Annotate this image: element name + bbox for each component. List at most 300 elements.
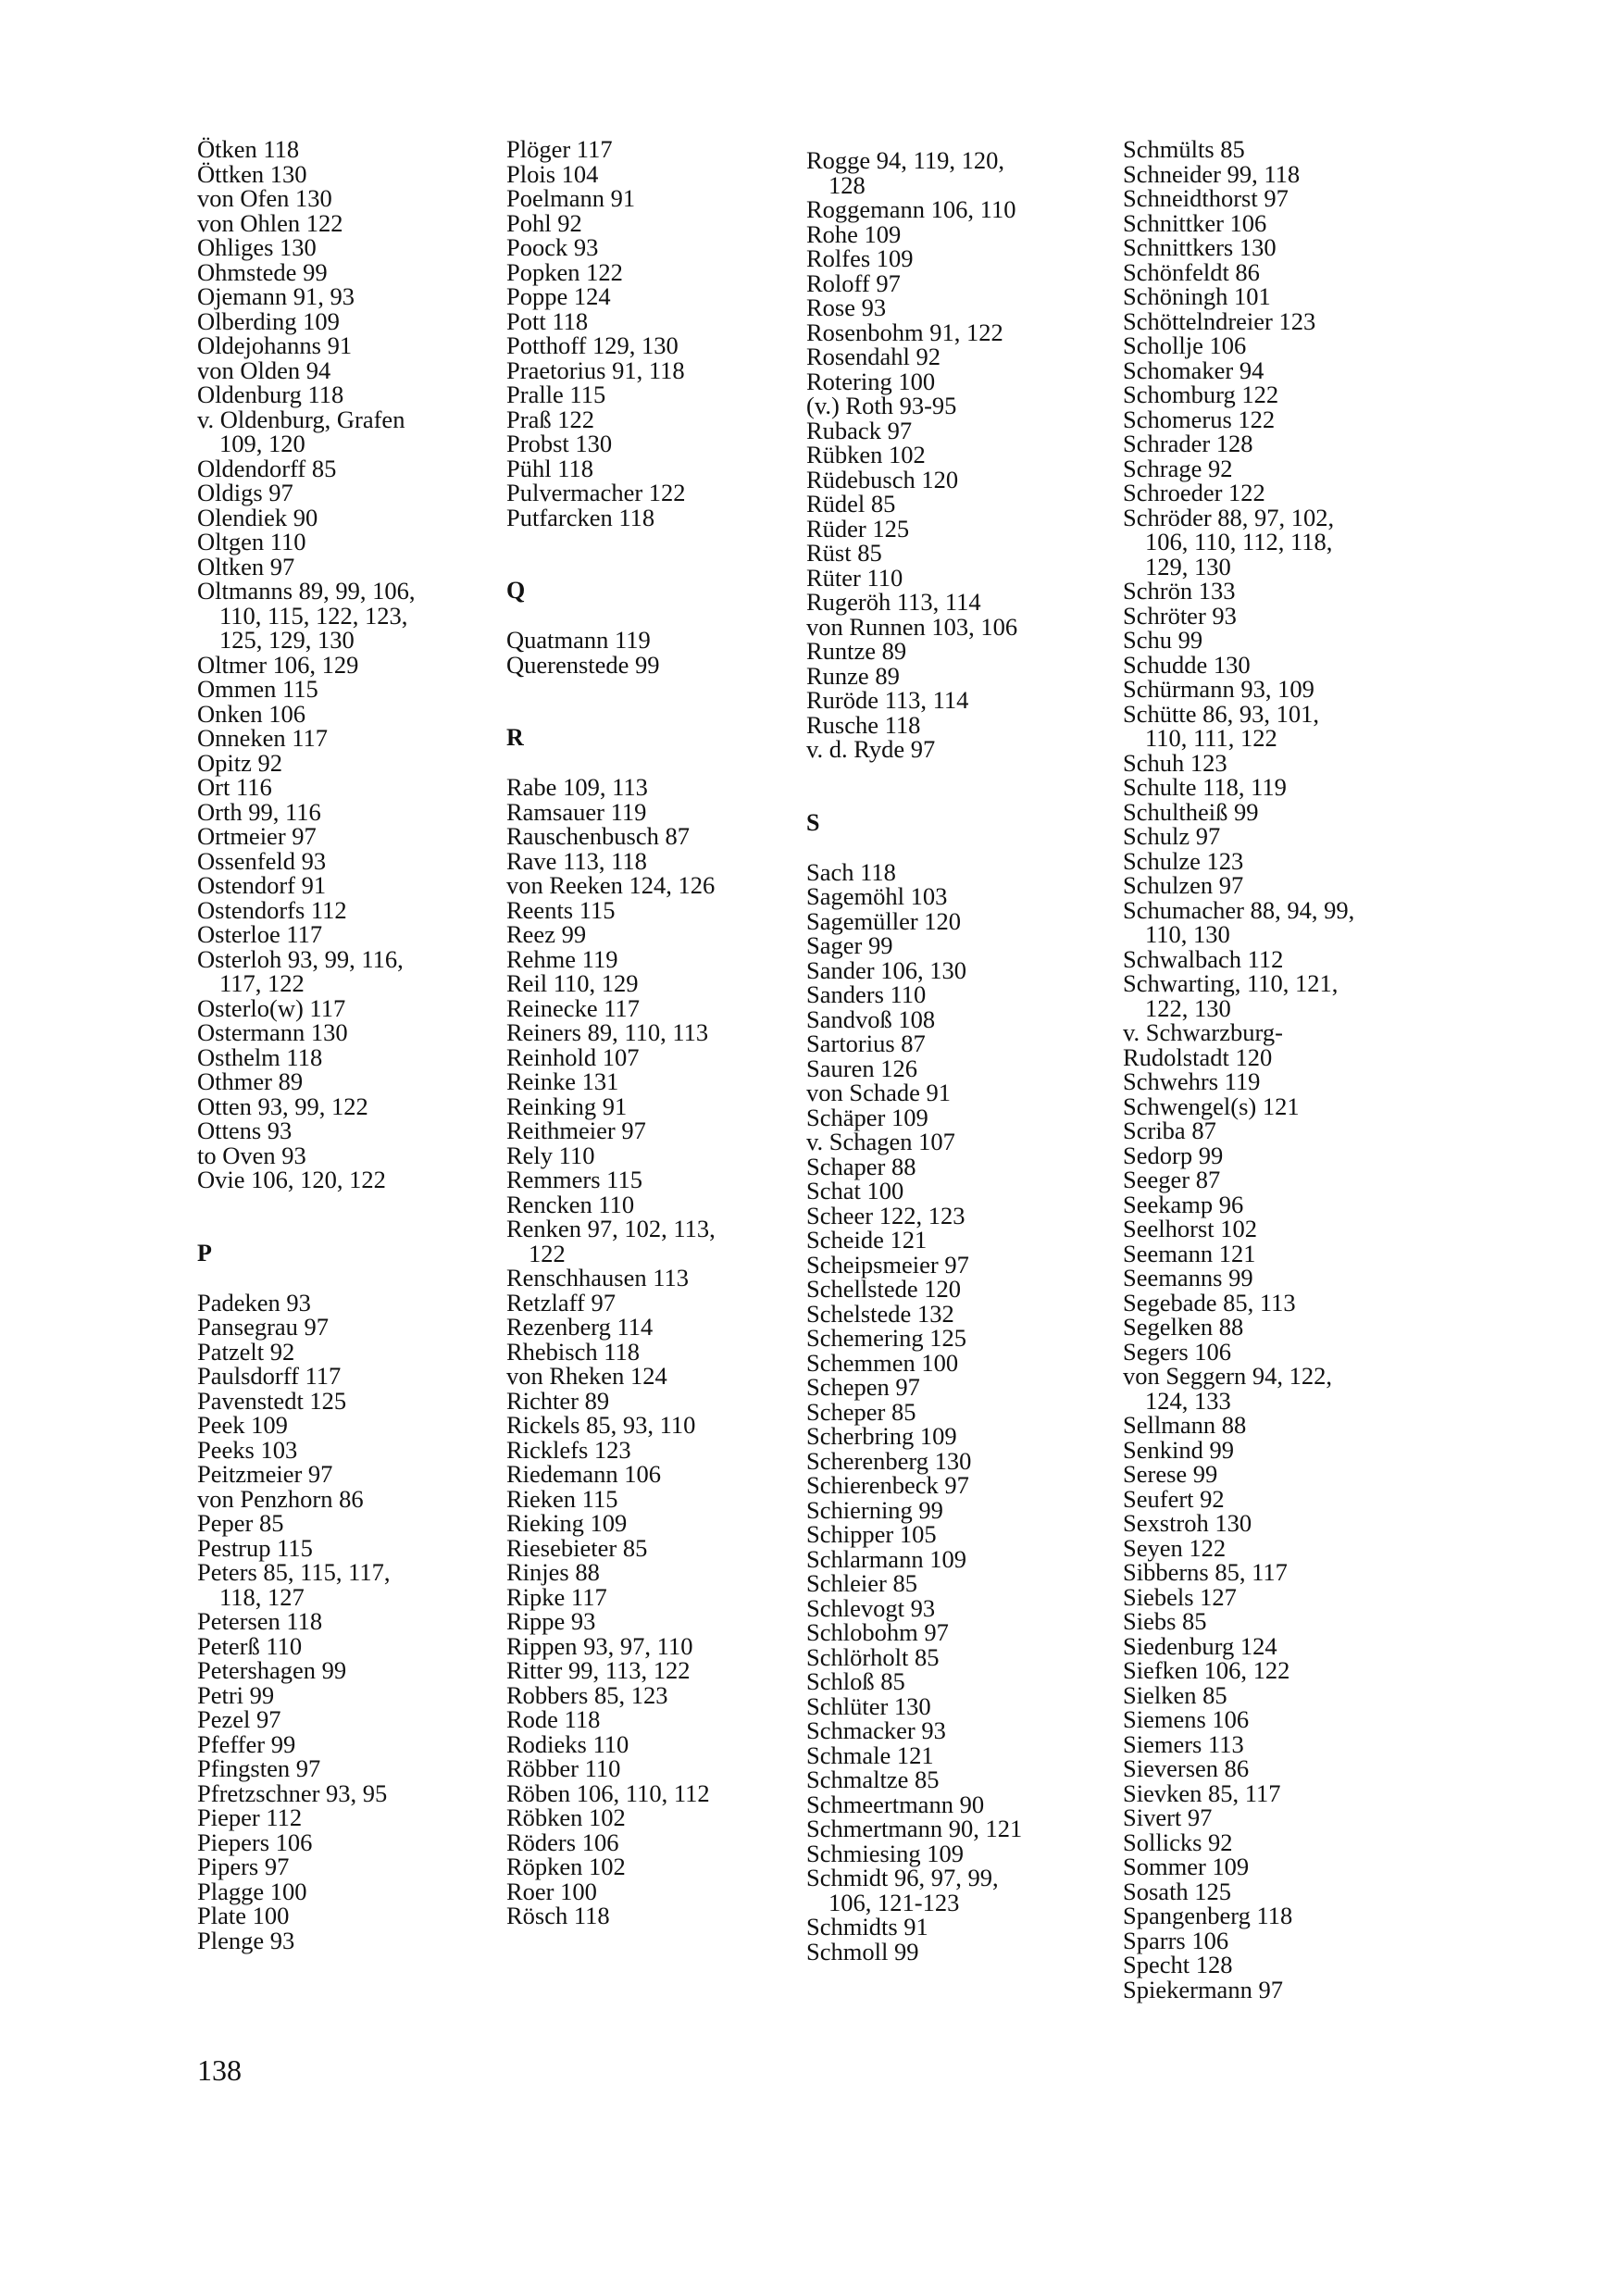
index-entry: Reinke 131 (506, 1067, 619, 1095)
index-entry: Pipers 97 (197, 1853, 290, 1880)
index-entry: Pieper 112 (197, 1803, 303, 1831)
index-column-1 (197, 137, 484, 1953)
index-entry: Sellmann 88 (1123, 1411, 1247, 1439)
index-entry: Schelstede 132 (806, 1299, 954, 1328)
index-entry: Renken 97, 102, 113, (506, 1215, 716, 1242)
index-entry: Rüst 85 (806, 539, 882, 567)
index-entry: Schipper 105 (806, 1520, 937, 1548)
index-entry: Schneidthorst 97 (1123, 184, 1289, 212)
index-entry: Ricklefs 123 (506, 1435, 631, 1464)
index-entry: Richter 89 (506, 1386, 610, 1415)
index-entry: Scherenberg 130 (806, 1446, 972, 1475)
index-entry: Schomerus 122 (1123, 405, 1276, 433)
index-entry: Ossenfeld 93 (197, 846, 327, 875)
index-entry: Sieversen 86 (1123, 1754, 1250, 1782)
index-entry: Pühl 118 (506, 454, 593, 482)
index-entry: Ortmeier 97 (197, 822, 317, 850)
index-entry: Schmertmann 90, 121 (806, 1815, 1023, 1842)
index-entry: Schomaker 94 (1123, 356, 1264, 384)
index-entry: Ort 116 (197, 773, 272, 801)
index-entry: Opitz 92 (197, 748, 282, 777)
index-entry: Retzlaff 97 (506, 1288, 616, 1316)
index-entry: Roggemann 106, 110 (806, 195, 1016, 223)
index-entry: Riesebieter 85 (506, 1533, 648, 1562)
index-entry: Scheper 85 (806, 1397, 916, 1426)
index-entry: Roloff 97 (806, 268, 901, 297)
index-entry: v. d. Ryde 97 (806, 735, 936, 763)
index-entry: Runze 89 (806, 661, 900, 690)
index-entry: von Runnen 103, 106 (806, 612, 1018, 641)
index-entry-continuation: 110, 115, 122, 123, (219, 601, 408, 630)
index-entry: Reinhold 107 (506, 1042, 640, 1071)
index-entry: Seemanns 99 (1123, 1264, 1253, 1292)
index-entry: Schmaltze 85 (806, 1766, 940, 1793)
index-entry: Pfretzschner 93, 95 (197, 1778, 388, 1807)
index-entry: Rüter 110 (806, 563, 903, 592)
index-entry: Ruback 97 (806, 416, 913, 444)
index-entry: Poelmann 91 (506, 184, 636, 212)
index-entry: Reiners 89, 110, 113 (506, 1018, 709, 1046)
index-entry: Oltgen 110 (197, 528, 306, 555)
spacer (197, 1217, 484, 1242)
index-entry: Praß 122 (506, 405, 594, 433)
index-entry: Reithmeier 97 (506, 1117, 646, 1144)
index-entry: Schleier 85 (806, 1569, 917, 1597)
index-entry: Rippen 93, 97, 110 (506, 1631, 693, 1660)
index-entry-continuation: 117, 122 (219, 969, 305, 997)
index-entry: Rieken 115 (506, 1484, 618, 1513)
index-entry: Scriba 87 (1123, 1117, 1216, 1144)
spacer (197, 1266, 484, 1291)
index-entry: Ramsauer 119 (506, 797, 647, 826)
index-entry: Praetorius 91, 118 (506, 356, 685, 384)
index-entry: Serese 99 (1123, 1460, 1218, 1488)
index-entry: Sosath 125 (1123, 1877, 1232, 1905)
index-entry: Schierning 99 (806, 1495, 943, 1524)
index-entry: Querenstede 99 (506, 650, 660, 679)
spacer (806, 835, 1112, 860)
index-entry: Ötken 118 (197, 135, 300, 163)
index-entry: Sollicks 92 (1123, 1828, 1233, 1856)
index-entry: Poppe 124 (506, 282, 611, 310)
index-entry: Reinking 91 (506, 1092, 628, 1120)
index-entry: Osterloe 117 (197, 920, 323, 948)
index-entry: Rieking 109 (506, 1509, 628, 1537)
index-entry: Pralle 115 (506, 381, 606, 408)
index-entry: Sielken 85 (1123, 1680, 1227, 1709)
index-entry: Röben 106, 110, 112 (506, 1778, 710, 1807)
index-entry: Schwalbach 112 (1123, 944, 1284, 973)
index-entry: Popken 122 (506, 257, 623, 286)
index-entry-continuation: 125, 129, 130 (219, 626, 355, 654)
index-entry: Rusche 118 (806, 710, 921, 739)
index-entry: Schlüter 130 (806, 1691, 931, 1720)
index-entry-continuation: 110, 130 (1145, 920, 1230, 948)
index-entry: Quatmann 119 (506, 626, 651, 654)
index-entry: Seelhorst 102 (1123, 1215, 1257, 1242)
index-entry: Rippe 93 (506, 1607, 596, 1635)
index-entry-continuation: 109, 120 (219, 430, 305, 457)
index-entry: Oldendorff 85 (197, 454, 337, 482)
index-entry-continuation: 122 (529, 1239, 566, 1267)
index-entry: Siemers 113 (1123, 1729, 1244, 1758)
index-entry: Rogge 94, 119, 120, (806, 146, 1004, 174)
index-entry: Schürmann 93, 109 (1123, 675, 1314, 703)
index-entry: Oldejohanns 91 (197, 331, 353, 359)
index-entry: Schlevogt 93 (806, 1593, 936, 1622)
index-entry: Scheide 121 (806, 1226, 928, 1254)
index-entry: Potthoff 129, 130 (506, 331, 679, 359)
index-entry: Rüder 125 (806, 514, 910, 543)
index-entry: Röders 106 (506, 1828, 619, 1856)
index-entry: Sauren 126 (806, 1054, 917, 1082)
index-entry: Osthelm 118 (197, 1042, 323, 1071)
index-entry: Pfeffer 99 (197, 1729, 296, 1758)
index-entry: Rose 93 (806, 293, 887, 321)
index-entry: Pohl 92 (506, 208, 582, 237)
index-entry: v. Schagen 107 (806, 1128, 955, 1155)
index-entry: Peper 85 (197, 1509, 284, 1537)
index-entry: Röbber 110 (506, 1754, 621, 1782)
page-number: 138 (197, 2053, 242, 2087)
index-entry: Pestrup 115 (197, 1533, 313, 1562)
index-entry: Rosenbohm 91, 122 (806, 318, 1003, 346)
index-entry: von Rheken 124 (506, 1362, 667, 1390)
index-entry: Reents 115 (506, 895, 616, 924)
index-entry: Sievken 85, 117 (1123, 1778, 1281, 1807)
index-entry: Spangenberg 118 (1123, 1902, 1293, 1929)
index-entry-continuation: 129, 130 (1145, 552, 1231, 580)
index-entry: Schneider 99, 118 (1123, 159, 1301, 188)
index-entry: Sandvoß 108 (806, 1004, 936, 1033)
index-entry: Oltmanns 89, 99, 106, (197, 577, 416, 605)
index-entry: Ostendorfs 112 (197, 895, 347, 924)
index-entry: Patzelt 92 (197, 1337, 295, 1366)
index-entry: Schnittker 106 (1123, 208, 1267, 237)
index-entry: Sexstroh 130 (1123, 1509, 1252, 1537)
index-entry: Segers 106 (1123, 1337, 1232, 1366)
index-entry: Pott 118 (506, 306, 589, 335)
index-entry: Schepen 97 (806, 1373, 920, 1401)
index-entry: Sach 118 (806, 857, 896, 886)
index-entry: Rüdebusch 120 (806, 465, 959, 493)
index-entry: Ritter 99, 113, 122 (506, 1656, 691, 1684)
index-entry: Sedorp 99 (1123, 1141, 1224, 1169)
index-entry: Sivert 97 (1123, 1803, 1213, 1831)
index-entry: Schöningh 101 (1123, 282, 1271, 310)
index-entry: Öttken 130 (197, 159, 307, 188)
index-column-4 (1123, 137, 1428, 2002)
index-entry: Seeger 87 (1123, 1166, 1221, 1193)
index-entry: Schierenbeck 97 (806, 1471, 969, 1499)
section-letter: P (197, 1239, 212, 1267)
index-entry: Rencken 110 (506, 1190, 635, 1218)
index-entry: Sagemüller 120 (806, 906, 962, 935)
index-entry: Rabe 109, 113 (506, 773, 648, 801)
index-entry: Schnittkers 130 (1123, 233, 1277, 261)
index-entry: Rezenberg 114 (506, 1313, 654, 1341)
index-entry: Renschhausen 113 (506, 1264, 689, 1292)
index-entry: Peek 109 (197, 1411, 288, 1439)
index-entry: von Reeken 124, 126 (506, 871, 716, 899)
index-entry: Poock 93 (506, 233, 599, 261)
index-entry: von Ohlen 122 (197, 208, 343, 237)
index-entry: Schütte 86, 93, 101, (1123, 699, 1319, 728)
index-entry: Sager 99 (806, 931, 893, 959)
index-entry: Sparrs 106 (1123, 1926, 1229, 1954)
index-entry: Osterlo(w) 117 (197, 993, 346, 1022)
index-entry: Röbken 102 (506, 1803, 626, 1831)
index-entry: Schwehrs 119 (1123, 1067, 1261, 1095)
index-entry: Ohmstede 99 (197, 257, 328, 286)
index-entry: Plagge 100 (197, 1877, 307, 1905)
index-entry: Reil 110, 129 (506, 969, 639, 997)
index-entry: Schwarting, 110, 121, (1123, 969, 1339, 997)
index-column-3 (806, 148, 1112, 1964)
index-entry: Seufert 92 (1123, 1484, 1225, 1513)
index-entry: Othmer 89 (197, 1067, 304, 1095)
index-entry: Sibberns 85, 117 (1123, 1558, 1288, 1586)
index-entry: v. Oldenburg, Grafen (197, 405, 405, 433)
index-entry: Rosendahl 92 (806, 343, 941, 370)
index-entry: Schu 99 (1123, 626, 1203, 654)
index-entry: Rugeröh 113, 114 (806, 588, 981, 616)
index-entry: Scherbring 109 (806, 1422, 957, 1450)
index-entry: Segebade 85, 113 (1123, 1288, 1296, 1316)
index-entry: Schemmen 100 (806, 1348, 959, 1377)
index-entry: Schmülts 85 (1123, 135, 1245, 163)
spacer (506, 604, 812, 629)
index-entry: Pavenstedt 125 (197, 1386, 347, 1415)
index-entry: Sommer 109 (1123, 1853, 1250, 1880)
index-entry: Petersen 118 (197, 1607, 323, 1635)
index-entry: Rely 110 (506, 1141, 595, 1169)
index-entry: Rauschenbusch 87 (506, 822, 690, 850)
index-entry: von Ofen 130 (197, 184, 332, 212)
index-entry: Schloß 85 (806, 1667, 905, 1695)
index-entry: Sander 106, 130 (806, 955, 966, 984)
index-entry: Schäper 109 (806, 1103, 928, 1131)
index-entry: Schellstede 120 (806, 1275, 962, 1303)
index-entry: Pezel 97 (197, 1705, 281, 1733)
index-entry: Rübken 102 (806, 441, 926, 468)
index-entry: Rave 113, 118 (506, 846, 647, 875)
index-entry: Schmidts 91 (806, 1913, 928, 1940)
index-entry: Schaper 88 (806, 1152, 916, 1180)
index-entry: Oldenburg 118 (197, 381, 344, 408)
spacer (506, 530, 812, 555)
index-entry: Rotering 100 (806, 367, 936, 395)
index-entry: Reinecke 117 (506, 993, 640, 1022)
index-entry: Ostendorf 91 (197, 871, 327, 899)
index-entry: Putfarcken 118 (506, 503, 655, 531)
index-entry: Sanders 110 (806, 980, 927, 1008)
index-entry: Sagemöhl 103 (806, 882, 948, 910)
index-entry: Ohliges 130 (197, 233, 317, 261)
index-entry: Padeken 93 (197, 1288, 311, 1316)
index-entry: Ovie 106, 120, 122 (197, 1166, 386, 1193)
index-entry: Seemann 121 (1123, 1239, 1256, 1267)
index-entry: Seekamp 96 (1123, 1190, 1244, 1218)
section-letter: S (806, 808, 820, 836)
index-entry: Schmeertmann 90 (806, 1790, 985, 1818)
index-entry: Ommen 115 (197, 675, 318, 703)
index-entry: Ostermann 130 (197, 1018, 348, 1046)
index-entry: Schmidt 96, 97, 99, (806, 1864, 999, 1891)
index-entry: Peitzmeier 97 (197, 1460, 333, 1488)
index-entry: Olendiek 90 (197, 503, 318, 531)
index-entry: Siefken 106, 122 (1123, 1656, 1290, 1684)
index-entry: Schlörholt 85 (806, 1642, 940, 1671)
section-letter: R (506, 724, 524, 751)
index-entry: Pfingsten 97 (197, 1754, 321, 1782)
index-entry: von Seggern 94, 122, (1123, 1362, 1332, 1390)
index-entry: Scheipsmeier 97 (806, 1250, 969, 1279)
index-entry: Sartorius 87 (806, 1029, 926, 1057)
index-entry: Schröder 88, 97, 102, (1123, 503, 1335, 531)
index-entry: Rehme 119 (506, 944, 618, 973)
spacer (506, 555, 812, 580)
index-entry: v. Schwarzburg- (1123, 1018, 1283, 1046)
index-entry: Siebs 85 (1123, 1607, 1207, 1635)
index-entry: Schöttelndreier 123 (1123, 306, 1316, 335)
index-entry: Röpken 102 (506, 1853, 626, 1880)
index-entry: Reez 99 (506, 920, 587, 948)
index-entry: Rickels 85, 93, 110 (506, 1411, 696, 1439)
index-entry: Pulvermacher 122 (506, 479, 686, 506)
index-entry: Rinjes 88 (506, 1558, 600, 1586)
index-entry: von Olden 94 (197, 356, 331, 384)
index-entry-continuation: 106, 121-123 (828, 1888, 960, 1916)
index-entry: Schröter 93 (1123, 601, 1237, 630)
index-entry: Schomburg 122 (1123, 381, 1279, 408)
index-entry: Schlarmann 109 (806, 1544, 966, 1573)
index-entry: Rösch 118 (506, 1902, 610, 1929)
index-entry: Seyen 122 (1123, 1533, 1227, 1562)
index-entry: Schlobohm 97 (806, 1618, 949, 1646)
index-entry: Senkind 99 (1123, 1435, 1234, 1464)
index-entry: Schmiesing 109 (806, 1839, 965, 1867)
index-entry: Runtze 89 (806, 637, 907, 665)
index-entry: Specht 128 (1123, 1951, 1233, 1978)
index-entry: Onken 106 (197, 699, 306, 728)
index-entry: Schulze 123 (1123, 846, 1244, 875)
index-entry: Siedenburg 124 (1123, 1631, 1277, 1660)
spacer (806, 762, 1112, 787)
index-entry: Segelken 88 (1123, 1313, 1244, 1341)
spacer (806, 786, 1112, 811)
index-entry: Schmale 121 (806, 1741, 934, 1769)
index-entry: Rohe 109 (806, 219, 902, 248)
index-entry: Petri 99 (197, 1680, 275, 1709)
index-entry: Robbers 85, 123 (506, 1680, 668, 1709)
index-entry: Rodieks 110 (506, 1729, 629, 1758)
index-entry: Schroeder 122 (1123, 479, 1265, 506)
index-entry: Otten 93, 99, 122 (197, 1092, 368, 1120)
index-entry: Scheer 122, 123 (806, 1201, 965, 1229)
index-entry: von Penzhorn 86 (197, 1484, 364, 1513)
index-entry: Probst 130 (506, 430, 613, 457)
index-entry: Rudolstadt 120 (1123, 1042, 1273, 1071)
index-entry: Schulz 97 (1123, 822, 1221, 850)
index-entry: Riedemann 106 (506, 1460, 662, 1488)
index-entry: Schudde 130 (1123, 650, 1251, 679)
index-entry: Roer 100 (506, 1877, 597, 1905)
index-entry-continuation: 122, 130 (1145, 993, 1231, 1022)
index-entry: Oldigs 97 (197, 479, 293, 506)
spacer (506, 677, 812, 702)
index-entry-continuation: 128 (828, 170, 866, 199)
index-entry: Ottens 93 (197, 1117, 293, 1144)
index-entry: Ruröde 113, 114 (806, 686, 969, 714)
index-entry: Plenge 93 (197, 1926, 295, 1954)
spacer (506, 702, 812, 727)
index-entry: Oltmer 106, 129 (197, 650, 359, 679)
section-letter: Q (506, 577, 526, 604)
index-entry: Piepers 106 (197, 1828, 313, 1856)
index-entry: Orth 99, 116 (197, 797, 321, 826)
index-column-2 (506, 137, 812, 1928)
index-entry: (v.) Roth 93-95 (806, 392, 957, 419)
index-entry: Schmoll 99 (806, 1937, 919, 1965)
index-entry: Ojemann 91, 93 (197, 282, 355, 310)
index-entry: von Schade 91 (806, 1079, 952, 1106)
index-entry: Rhebisch 118 (506, 1337, 641, 1366)
index-entry: Petershagen 99 (197, 1656, 347, 1684)
index-entry: Plate 100 (197, 1902, 290, 1929)
index-entry: Onneken 117 (197, 724, 329, 752)
index-entry: Schwengel(s) 121 (1123, 1092, 1300, 1120)
spacer (506, 751, 812, 776)
index-entry: Plöger 117 (506, 135, 613, 163)
index-entry: Schat 100 (806, 1177, 904, 1204)
index-entry: Plois 104 (506, 159, 599, 188)
index-entry: Rüdel 85 (806, 490, 896, 518)
index-entry: Siebels 127 (1123, 1582, 1237, 1611)
index-entry: Schuh 123 (1123, 748, 1227, 777)
index-entry: Schumacher 88, 94, 99, (1123, 895, 1355, 924)
spacer (197, 1192, 484, 1217)
index-entry: Rode 118 (506, 1705, 601, 1733)
index-entry: Schulzen 97 (1123, 871, 1244, 899)
index-entry-continuation: 110, 111, 122 (1145, 724, 1277, 752)
index-entry: Peeks 103 (197, 1435, 298, 1464)
index-entry: Peters 85, 115, 117, (197, 1558, 391, 1586)
index-entry: Osterloh 93, 99, 116, (197, 944, 404, 973)
index-entry: Ripke 117 (506, 1582, 607, 1611)
index-entry-continuation: 118, 127 (219, 1582, 305, 1611)
index-entry-continuation: 124, 133 (1145, 1386, 1231, 1415)
index-entry: Schmacker 93 (806, 1716, 946, 1744)
index-entry: Schemering 125 (806, 1324, 966, 1352)
index-entry: Schrön 133 (1123, 577, 1236, 605)
index-entry: Pansegrau 97 (197, 1313, 330, 1341)
index-entry: Peterß 110 (197, 1631, 303, 1660)
index-entry: Schultheiß 99 (1123, 797, 1259, 826)
index-entry: Rolfes 109 (806, 244, 914, 272)
index-entry: Schönfeldt 86 (1123, 257, 1260, 286)
index-entry: Schollje 106 (1123, 331, 1247, 359)
index-entry: Remmers 115 (506, 1166, 642, 1193)
index-entry: Oltken 97 (197, 552, 295, 580)
index-entry: Spiekermann 97 (1123, 1975, 1283, 2003)
index-entry: Schrage 92 (1123, 454, 1233, 482)
index-entry: Schrader 128 (1123, 430, 1253, 457)
index-entry-continuation: 106, 110, 112, 118, (1145, 528, 1333, 555)
index-entry: Paulsdorff 117 (197, 1362, 342, 1390)
index-entry: Siemens 106 (1123, 1705, 1250, 1733)
index-entry: Schulte 118, 119 (1123, 773, 1287, 801)
